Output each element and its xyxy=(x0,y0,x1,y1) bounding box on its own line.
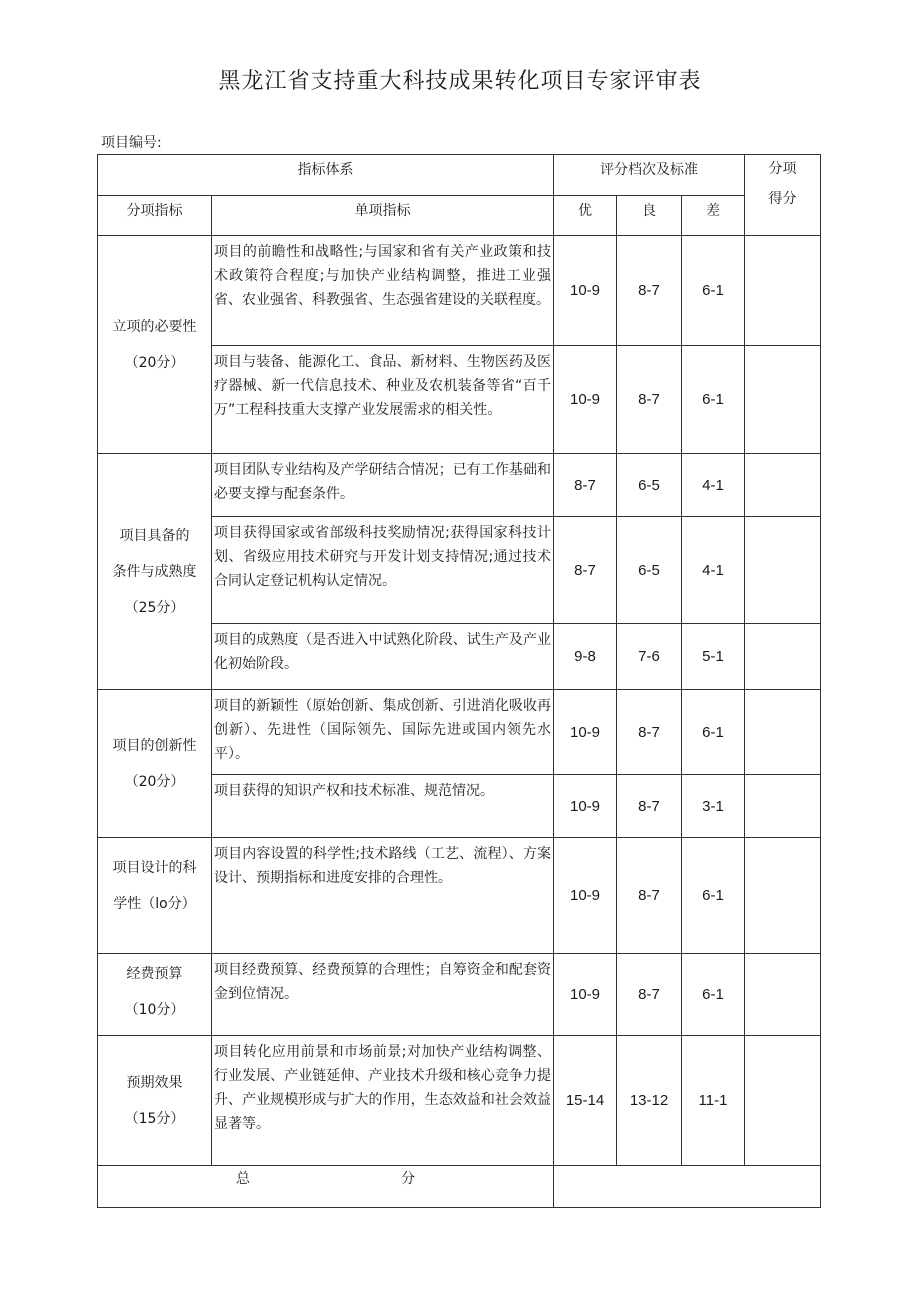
table-row xyxy=(98,690,821,775)
item-score-cell[interactable] xyxy=(745,1036,821,1166)
category-points: （20分） xyxy=(124,354,185,371)
score-excellent: 8-7 xyxy=(554,454,617,517)
criterion-text: 项目的成熟度（是否进入中试熟化阶段、试生产及产业化初始阶段。 xyxy=(212,624,554,690)
score-excellent: 10-9 xyxy=(554,346,617,454)
item-score-cell[interactable] xyxy=(745,346,821,454)
header-item-score-line1: 分项 xyxy=(768,161,797,177)
table-row xyxy=(98,454,821,517)
category-cell xyxy=(98,236,212,454)
score-poor: 4-1 xyxy=(682,454,745,517)
score-good: 8-7 xyxy=(617,346,682,454)
category-name-line1: 项目具备的 xyxy=(119,527,190,544)
header-row-2 xyxy=(98,196,821,236)
item-score-cell[interactable] xyxy=(745,624,821,690)
score-poor: 6-1 xyxy=(682,954,745,1036)
category-cell xyxy=(98,838,212,954)
criterion-text: 项目与装备、能源化工、食品、新材料、生物医药及医疗器械、新一代信息技术、种业及农机装备等省“百千万”工程科技重大支撑产业发展需求的相关性。 xyxy=(212,346,554,454)
criterion-text: 项目内容设置的科学性;技术路线（工艺、流程）、方案设计、预期指标和进度安排的合理性。 xyxy=(212,838,554,954)
item-score-cell[interactable] xyxy=(745,954,821,1036)
header-poor: 差 xyxy=(682,196,745,236)
category-cell xyxy=(98,1036,212,1166)
category-points: （25分） xyxy=(124,599,185,616)
category-cell xyxy=(98,454,212,690)
item-score-cell[interactable] xyxy=(745,454,821,517)
table-row xyxy=(98,1036,821,1166)
score-poor: 11-1 xyxy=(682,1036,745,1166)
score-excellent: 9-8 xyxy=(554,624,617,690)
criterion-text: 项目的前瞻性和战略性;与国家和省有关产业政策和技术政策符合程度;与加快产业结构调整，推进工业强省、农业强省、科教强省、生态强省建设的关联程度。 xyxy=(212,236,554,346)
table-row xyxy=(98,954,821,1036)
score-good: 7-6 xyxy=(617,624,682,690)
score-good: 8-7 xyxy=(617,775,682,838)
total-row xyxy=(98,1166,821,1208)
criterion-text: 项目经费预算、经费预算的合理性；自筹资金和配套资金到位情况。 xyxy=(212,954,554,1036)
score-poor: 5-1 xyxy=(682,624,745,690)
header-item-score xyxy=(745,155,821,236)
header-good: 良 xyxy=(617,196,682,236)
table-row xyxy=(98,838,821,954)
score-good: 8-7 xyxy=(617,236,682,346)
category-points: （10分） xyxy=(124,1002,185,1018)
score-excellent: 10-9 xyxy=(554,775,617,838)
score-excellent: 10-9 xyxy=(554,838,617,954)
item-score-cell[interactable] xyxy=(745,775,821,838)
item-score-cell[interactable] xyxy=(745,690,821,775)
criterion-text: 项目团队专业结构及产学研结合情况；已有工作基础和必要支撑与配套条件。 xyxy=(212,454,554,517)
category-name: 立项的必要性 xyxy=(112,318,197,335)
item-score-cell[interactable] xyxy=(745,838,821,954)
score-poor: 6-1 xyxy=(682,690,745,775)
score-excellent: 10-9 xyxy=(554,236,617,346)
score-good: 13-12 xyxy=(617,1036,682,1166)
total-label-part1: 总 xyxy=(236,1171,251,1187)
header-grading: 评分档次及标准 xyxy=(554,155,745,196)
category-cell xyxy=(98,690,212,838)
criterion-text: 项目转化应用前景和市场前景;对加快产业结构调整、行业发展、产业链延伸、产业技术升级和核心竞争力提升、产业规模形成与扩大的作用，生态效益和社会效益显著等。 xyxy=(212,1036,554,1166)
score-good: 6-5 xyxy=(617,517,682,624)
category-name-line2: 条件与成熟度 xyxy=(112,563,197,580)
category-name-line2: 学性（lo分） xyxy=(113,896,196,912)
header-row-1 xyxy=(98,155,821,196)
item-score-cell[interactable] xyxy=(745,517,821,624)
score-good: 6-5 xyxy=(617,454,682,517)
category-name: 预期效果 xyxy=(126,1074,183,1091)
table-row xyxy=(98,236,821,346)
project-number-label: 项目编号: xyxy=(101,135,162,151)
category-points: （15分） xyxy=(124,1110,185,1127)
category-name: 经费预算 xyxy=(126,966,183,982)
category-points: （20分） xyxy=(124,773,185,790)
item-score-cell[interactable] xyxy=(745,236,821,346)
header-item-score-line2: 得分 xyxy=(768,191,797,207)
score-good: 8-7 xyxy=(617,690,682,775)
total-label-part2: 分 xyxy=(400,1171,415,1187)
header-excellent: 优 xyxy=(554,196,617,236)
header-sub-index: 分项指标 xyxy=(98,196,212,236)
score-good: 8-7 xyxy=(617,954,682,1036)
score-good: 8-7 xyxy=(617,838,682,954)
criterion-text: 项目获得的知识产权和技术标准、规范情况。 xyxy=(212,775,554,838)
header-single-index: 单项指标 xyxy=(212,196,554,236)
score-poor: 4-1 xyxy=(682,517,745,624)
form-title: 黑龙江省支持重大科技成果转化项目专家评审表 xyxy=(218,69,702,94)
category-name: 项目的创新性 xyxy=(112,737,197,754)
header-index-system: 指标体系 xyxy=(98,155,554,196)
criterion-text: 项目获得国家或省部级科技奖励情况;获得国家科技计划、省级应用技术研究与开发计划支持情况;通过技术合同认定登记机构认定情况。 xyxy=(212,517,554,624)
score-excellent: 10-9 xyxy=(554,954,617,1036)
score-poor: 6-1 xyxy=(682,236,745,346)
review-table xyxy=(97,154,821,1208)
category-cell xyxy=(98,954,212,1036)
score-excellent: 8-7 xyxy=(554,517,617,624)
category-name-line1: 项目设计的科 xyxy=(112,860,197,876)
score-poor: 6-1 xyxy=(682,838,745,954)
score-excellent: 15-14 xyxy=(554,1036,617,1166)
criterion-text: 项目的新颖性（原始创新、集成创新、引进消化吸收再创新）、先进性（国际领先、国际先进或国内领先水平）。 xyxy=(212,690,554,775)
score-excellent: 10-9 xyxy=(554,690,617,775)
score-poor: 6-1 xyxy=(682,346,745,454)
total-label xyxy=(98,1166,554,1208)
score-poor: 3-1 xyxy=(682,775,745,838)
total-score-cell[interactable] xyxy=(554,1166,821,1208)
